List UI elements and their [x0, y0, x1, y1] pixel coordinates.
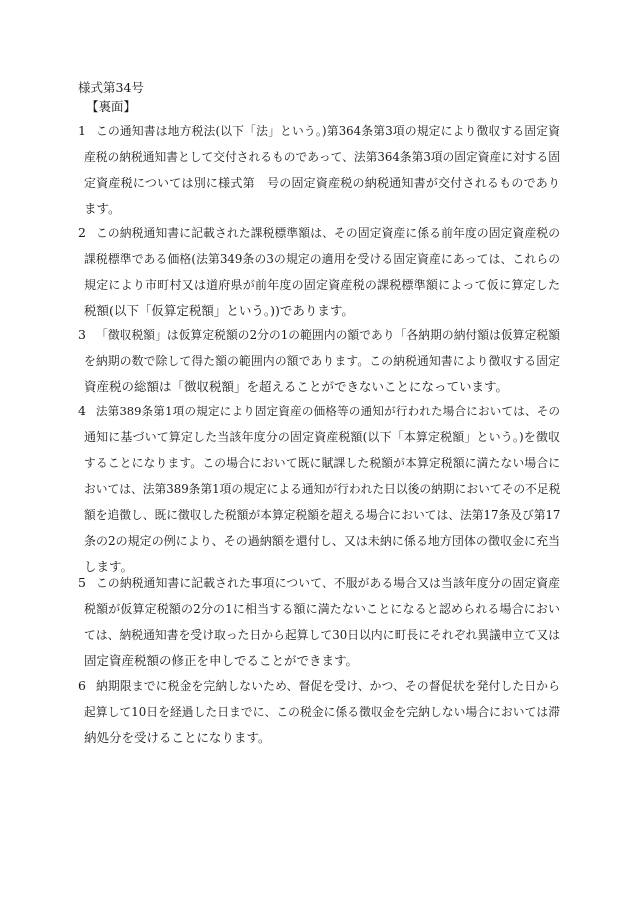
item-line: 固定資産税額の修正を申しでることができます。 — [84, 653, 359, 668]
item-line: 資産税の総額は「徴収税額」を超えることができないことになっています。 — [84, 379, 509, 394]
item-line: この納税通知書に記載された事項について、不服がある場合又は当該年度分の固定資産 — [96, 576, 560, 590]
item-line: 納期限までに税金を完納しないため、督促を受け、かつ、その督促状を発付した日から — [96, 679, 560, 693]
item-line: ては、納税通知書を受け取った日から起算して30日以内に町長にそれぞれ異議申立て又は — [84, 628, 560, 642]
item-line: この納税通知書に記載された課税標準額は、その固定資産に係る前年度の固定資産税の — [96, 226, 560, 240]
item-number: 5 — [78, 575, 86, 590]
item-line: 課税標準である価格(法第349条の3の規定の適用を受ける固定資産にあっては、これらの — [84, 252, 560, 266]
item-line: おいては、法第389条第1項の規定による通知が行われた日以後の納期においてその不足税 — [84, 482, 560, 496]
item-line: 「徴収税額」は仮算定税額の2分の1の範囲内の額であり「各納期の納付額は仮算定税額 — [96, 328, 560, 342]
item-line: を納期の数で除して得た額の範囲内の額であります。この納税通知書により徴収する固定 — [84, 354, 560, 368]
item-number: 3 — [78, 327, 86, 342]
item-line: 税額が仮算定税額の2分の1に相当する額に満たないことになると認められる場合におい — [84, 602, 560, 616]
item-line: 条の2の規定の例により、その過納額を還付し、又は未納に係る地方団体の徴収金に充当 — [84, 534, 560, 548]
item-line: 産税の納税通知書として交付されるものであって、法第364条第3項の固定資産に対する固 — [84, 150, 560, 164]
item-line: この通知書は地方税法(以下「法」という。)第364条第3項の規定により徴収する固定資 — [96, 124, 560, 138]
item-number: 6 — [78, 678, 86, 693]
item-line: 通知に基づいて算定した当該年度分の固定資産税額(以下「本算定税額」という。)を徴収 — [84, 430, 560, 444]
item-line: 税額(以下「仮算定税額」という。))であります。 — [84, 303, 354, 318]
item-line: 規定により市町村又は道府県が前年度の固定資産税の課税標準額によって仮に算定した — [84, 278, 560, 292]
item-line: 納処分を受けることになります。 — [84, 730, 271, 745]
item-number: 4 — [78, 403, 86, 418]
item-line: 定資産税については別に様式第 号の固定資産税の納税通知書が交付されるものであり — [84, 176, 560, 190]
item-line: 法第389条第1項の規定により固定資産の価格等の通知が行われた場合においては、その — [96, 404, 560, 418]
item-number: 1 — [78, 123, 86, 138]
item-number: 2 — [78, 225, 86, 240]
item-line: 額を追徴し、既に徴収した税額が本算定税額を超える場合においては、法第17条及び第17 — [84, 508, 560, 522]
item-line: 起算して10日を経過した日までに、この税金に係る徴収金を完納しない場合においては滞 — [84, 705, 560, 719]
item-line: することになります。この場合において既に賦課した税額が本算定税額に満たない場合に — [84, 456, 560, 470]
item-line: ます。 — [84, 201, 121, 216]
item-line: します。 — [84, 559, 134, 574]
form-number: 様式第34号 — [78, 80, 144, 95]
side-label: 【裏面】 — [86, 99, 137, 114]
